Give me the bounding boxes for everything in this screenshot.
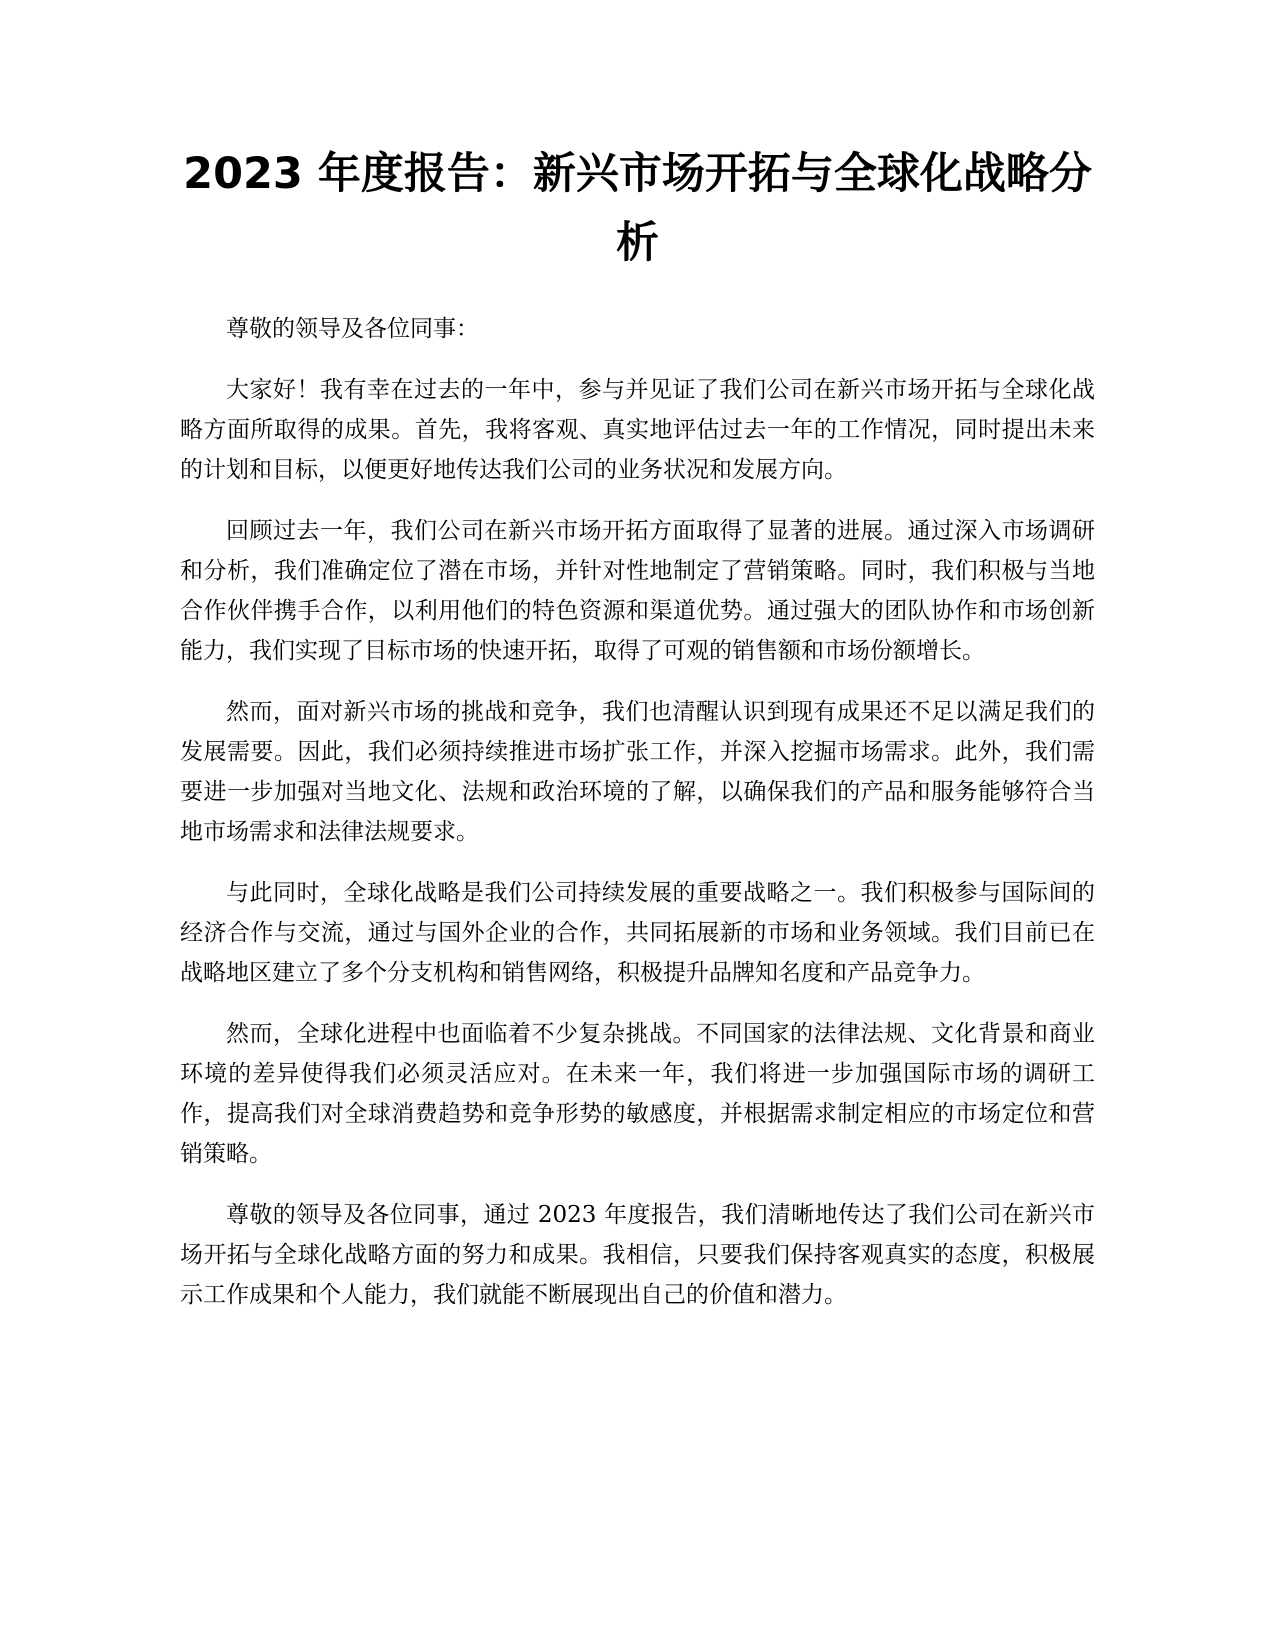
closing-paragraph: 尊敬的领导及各位同事，通过 2023 年度报告，我们清晰地传达了我们公司在新兴市场开拓与全球化战略方面的努力和成果。我相信，只要我们保持客观真实的态度，积极展示工作成果和个人能力，我们就能不断展现出自己的价值和潜力。 <box>180 1202 1095 1308</box>
salutation-paragraph: 尊敬的领导及各位同事： <box>226 316 479 342</box>
body-paragraph: 然而，全球化进程中也面临着不少复杂挑战。不同国家的法律法规、文化背景和商业环境的差异使得我们必须灵活应对。在未来一年，我们将进一步加强国际市场的调研工作，提高我们对全球消费趋势和竞争形势的敏感度，并根据需求制定相应的市场定位和营销策略。 <box>180 1021 1095 1167</box>
body-paragraph: 大家好！我有幸在过去的一年中，参与并见证了我们公司在新兴市场开拓与全球化战略方面所取得的成果。首先，我将客观、真实地评估过去一年的工作情况，同时提出未来的计划和目标，以便更好地传达我们公司的业务状况和发展方向。 <box>180 377 1095 483</box>
document-body <box>180 309 1095 1336</box>
body-paragraph: 回顾过去一年，我们公司在新兴市场开拓方面取得了显著的进展。通过深入市场调研和分析，我们准确定位了潜在市场，并针对性地制定了营销策略。同时，我们积极与当地合作伙伴携手合作，以利用他们的特色资源和渠道优势。通过强大的团队协作和市场创新能力，我们实现了目标市场的快速开拓，取得了可观的销售额和市场份额增长。 <box>180 518 1095 664</box>
body-paragraph: 与此同时，全球化战略是我们公司持续发展的重要战略之一。我们积极参与国际间的经济合作与交流，通过与国外企业的合作，共同拓展新的市场和业务领域。我们目前已在战略地区建立了多个分支机构和销售网络，积极提升品牌知名度和产品竞争力。 <box>180 880 1095 986</box>
body-paragraph: 然而，面对新兴市场的挑战和竞争，我们也清醒认识到现有成果还不足以满足我们的发展需要。因此，我们必须持续推进市场扩张工作，并深入挖掘市场需求。此外，我们需要进一步加强对当地文化、法规和政治环境的了解，以确保我们的产品和服务能够符合当地市场需求和法律法规要求。 <box>180 699 1095 845</box>
document-title: 2023 年度报告：新兴市场开拓与全球化战略分析 <box>183 149 1092 268</box>
